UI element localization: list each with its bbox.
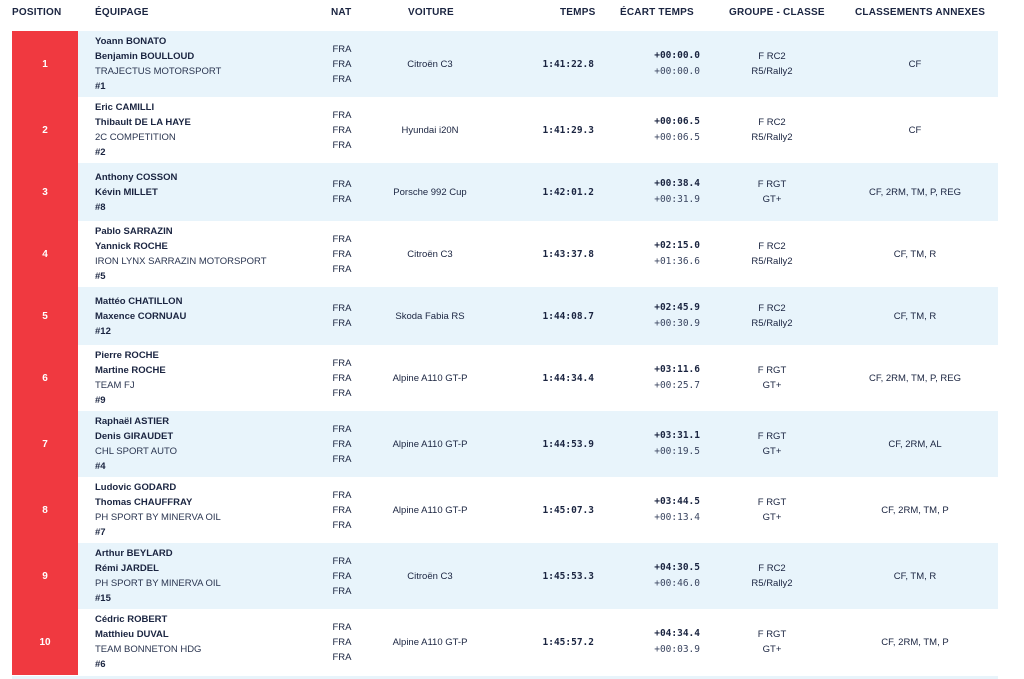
class: R5/Rally2 <box>751 578 793 589</box>
group: F RC2 <box>758 51 786 62</box>
position-badge: 6 <box>12 345 78 411</box>
nationality: FRA <box>332 636 352 648</box>
nationality: FRA <box>332 43 352 55</box>
driver-name[interactable]: Eric CAMILLI <box>95 102 155 113</box>
gap-to-leader: +00:00.0 <box>654 50 700 61</box>
crew-cell <box>95 221 267 287</box>
crew-cell <box>95 97 191 163</box>
total-time: 1:42:01.2 <box>542 186 594 198</box>
header-temps[interactable]: TEMPS <box>560 7 596 18</box>
group: F RC2 <box>758 241 786 252</box>
total-time: 1:44:34.4 <box>542 372 594 384</box>
class: R5/Rally2 <box>751 318 793 329</box>
group: F RGT <box>757 179 787 190</box>
nationality: FRA <box>332 555 352 567</box>
car-model: Hyundai i20N <box>401 124 459 136</box>
group-class-cell <box>722 287 822 345</box>
car-model: Alpine A110 GT-P <box>392 372 468 384</box>
nat-cell <box>322 97 362 163</box>
position-badge: 3 <box>12 163 78 221</box>
nationality: FRA <box>332 109 352 121</box>
class: GT+ <box>762 446 782 457</box>
driver-name[interactable]: Kévin MILLET <box>95 186 158 198</box>
driver-name[interactable]: Maxence CORNUAU <box>95 310 187 322</box>
table-row[interactable] <box>0 345 1024 411</box>
gap-cell <box>612 345 700 411</box>
nationality: FRA <box>332 621 352 633</box>
results-table <box>0 31 1024 675</box>
annex-classifications: CF, 2RM, TM, P <box>881 636 949 648</box>
team-name: TEAM BONNETON HDG <box>95 644 202 655</box>
nationality: FRA <box>332 489 352 501</box>
team-name: PH SPORT BY MINERVA OIL <box>95 512 221 523</box>
nationality: FRA <box>332 357 352 369</box>
driver-name[interactable]: Yannick ROCHE <box>95 241 168 252</box>
nationality: FRA <box>332 585 352 597</box>
team-name: CHL SPORT AUTO <box>95 446 178 457</box>
nationality: FRA <box>332 179 352 190</box>
nationality: FRA <box>332 194 352 205</box>
nationality: FRA <box>332 423 352 435</box>
gap-to-previous: +00:06.5 <box>654 132 700 143</box>
car-model: Skoda Fabia RS <box>395 310 465 322</box>
nationality: FRA <box>332 139 352 151</box>
group-class-cell <box>722 163 822 221</box>
driver-name[interactable]: Denis GIRAUDET <box>95 431 174 442</box>
total-time: 1:45:07.3 <box>542 504 594 516</box>
header-voiture[interactable]: VOITURE <box>408 7 454 18</box>
nationality: FRA <box>332 453 352 465</box>
driver-name[interactable]: Thibault DE LA HAYE <box>95 117 191 128</box>
driver-name[interactable]: Arthur BEYLARD <box>95 548 173 559</box>
annex-classifications: CF, TM, R <box>893 570 937 582</box>
car-number: #6 <box>95 659 106 670</box>
annex-classifications: CF, TM, R <box>893 310 937 322</box>
position-badge: 5 <box>12 287 78 345</box>
car-number: #1 <box>95 81 106 92</box>
group: F RC2 <box>758 117 786 128</box>
gap-to-leader: +03:11.6 <box>654 364 700 375</box>
annex-classifications: CF, 2RM, TM, P, REG <box>868 186 962 198</box>
gap-to-previous: +00:19.5 <box>654 446 700 457</box>
nationality: FRA <box>332 248 352 260</box>
total-time: 1:44:53.9 <box>542 438 594 450</box>
car-model: Citroën C3 <box>407 58 453 70</box>
gap-cell <box>612 221 700 287</box>
car-model: Alpine A110 GT-P <box>392 504 468 516</box>
gap-to-previous: +00:00.0 <box>654 66 700 77</box>
nat-cell <box>322 411 362 477</box>
gap-cell <box>612 163 700 221</box>
crew-cell <box>95 287 186 345</box>
nat-cell <box>322 31 362 97</box>
nationality: FRA <box>332 570 352 582</box>
team-name: TRAJECTUS MOTORSPORT <box>95 66 222 77</box>
header-ecart[interactable]: ÉCART TEMPS <box>620 7 694 18</box>
group-class-cell <box>722 97 822 163</box>
class: R5/Rally2 <box>751 132 793 143</box>
group-class-cell <box>722 221 822 287</box>
header-nat[interactable]: NAT <box>331 7 352 18</box>
nat-cell <box>322 477 362 543</box>
nationality: FRA <box>332 519 352 531</box>
gap-cell <box>612 31 700 97</box>
nationality: FRA <box>332 58 352 70</box>
table-row[interactable] <box>0 163 1024 221</box>
nat-cell <box>322 609 362 675</box>
group-class-cell <box>722 609 822 675</box>
car-model: Citroën C3 <box>407 570 453 582</box>
group: F RGT <box>757 629 787 640</box>
header-position[interactable]: POSITION <box>12 7 62 18</box>
nat-cell <box>322 345 362 411</box>
total-time: 1:45:57.2 <box>542 636 594 648</box>
gap-to-leader: +02:15.0 <box>654 240 700 251</box>
nationality: FRA <box>332 318 352 329</box>
nationality: FRA <box>332 263 352 275</box>
table-row[interactable] <box>0 287 1024 345</box>
crew-cell <box>95 609 201 675</box>
position-badge: 8 <box>12 477 78 543</box>
team-name: IRON LYNX SARRAZIN MOTORSPORT <box>95 256 267 267</box>
driver-name[interactable]: Raphaël ASTIER <box>95 416 170 427</box>
class: GT+ <box>762 512 782 523</box>
nat-cell <box>322 543 362 609</box>
crew-cell <box>95 477 221 543</box>
position-badge: 2 <box>12 97 78 163</box>
team-name: TEAM FJ <box>95 380 135 391</box>
group: F RC2 <box>758 563 786 574</box>
gap-to-previous: +01:36.6 <box>654 256 700 267</box>
annex-classifications: CF <box>908 124 922 136</box>
crew-cell <box>95 411 177 477</box>
crew-cell <box>95 163 177 221</box>
driver-name[interactable]: Thomas CHAUFFRAY <box>95 497 193 508</box>
driver-name[interactable]: Pablo SARRAZIN <box>95 226 173 237</box>
group-class-cell <box>722 543 822 609</box>
driver-name[interactable]: Cédric ROBERT <box>95 614 168 625</box>
driver-name[interactable]: Rémi JARDEL <box>95 563 159 574</box>
total-time: 1:43:37.8 <box>542 248 594 260</box>
car-number: #8 <box>95 201 106 213</box>
header-equipage[interactable]: ÉQUIPAGE <box>95 7 149 18</box>
group: F RC2 <box>758 303 786 314</box>
table-row[interactable] <box>0 477 1024 543</box>
driver-name[interactable]: Mattéo CHATILLON <box>95 295 183 307</box>
driver-name[interactable]: Martine ROCHE <box>95 365 166 376</box>
nationality: FRA <box>332 124 352 136</box>
annex-classifications: CF <box>908 58 922 70</box>
gap-to-leader: +02:45.9 <box>654 302 700 313</box>
gap-to-leader: +03:44.5 <box>654 496 700 507</box>
group-class-cell <box>722 345 822 411</box>
header-groupe[interactable]: GROUPE - CLASSE <box>729 7 825 18</box>
nationality: FRA <box>332 73 352 85</box>
gap-to-leader: +04:34.4 <box>654 628 700 639</box>
total-time: 1:44:08.7 <box>542 310 594 322</box>
nat-cell <box>322 221 362 287</box>
car-number: #9 <box>95 395 106 406</box>
gap-cell <box>612 411 700 477</box>
crew-cell <box>95 543 221 609</box>
nationality: FRA <box>332 372 352 384</box>
gap-to-leader: +04:30.5 <box>654 562 700 573</box>
car-number: #4 <box>95 461 106 472</box>
gap-to-previous: +00:30.9 <box>654 318 700 329</box>
car-number: #12 <box>95 325 111 337</box>
car-number: #7 <box>95 527 106 538</box>
group: F RGT <box>757 431 787 442</box>
car-model: Citroën C3 <box>407 248 453 260</box>
driver-name[interactable]: Benjamin BOULLOUD <box>95 51 195 62</box>
gap-cell <box>612 477 700 543</box>
driver-name[interactable]: Pierre ROCHE <box>95 350 159 361</box>
group-class-cell <box>722 31 822 97</box>
driver-name[interactable]: Matthieu DUVAL <box>95 629 169 640</box>
group: F RGT <box>757 497 787 508</box>
total-time: 1:45:53.3 <box>542 570 594 582</box>
gap-to-previous: +00:46.0 <box>654 578 700 589</box>
class: R5/Rally2 <box>751 66 793 77</box>
nationality: FRA <box>332 233 352 245</box>
car-number: #5 <box>95 271 106 282</box>
table-row[interactable] <box>0 411 1024 477</box>
driver-name[interactable]: Ludovic GODARD <box>95 482 177 493</box>
gap-to-leader: +00:06.5 <box>654 116 700 127</box>
gap-cell <box>612 287 700 345</box>
annex-classifications: CF, TM, R <box>893 248 937 260</box>
car-number: #2 <box>95 147 106 158</box>
position-badge: 4 <box>12 221 78 287</box>
crew-cell <box>95 31 221 97</box>
driver-name[interactable]: Anthony COSSON <box>95 171 178 183</box>
annex-classifications: CF, 2RM, TM, P <box>881 504 949 516</box>
group: F RGT <box>757 365 787 376</box>
class: GT+ <box>762 644 782 655</box>
crew-cell <box>95 345 166 411</box>
nationality: FRA <box>332 303 352 314</box>
team-name: 2C COMPETITION <box>95 132 176 143</box>
table-row[interactable] <box>0 97 1024 163</box>
car-number: #15 <box>95 593 111 604</box>
total-time: 1:41:29.3 <box>542 124 594 136</box>
nat-cell <box>322 287 362 345</box>
gap-to-previous: +00:03.9 <box>654 644 700 655</box>
gap-cell <box>612 609 700 675</box>
table-row[interactable] <box>0 221 1024 287</box>
group-class-cell <box>722 411 822 477</box>
gap-to-previous: +00:13.4 <box>654 512 700 523</box>
annex-classifications: CF, 2RM, AL <box>888 438 942 450</box>
table-row[interactable] <box>0 31 1024 97</box>
car-model: Porsche 992 Cup <box>393 186 467 198</box>
car-model: Alpine A110 GT-P <box>392 636 468 648</box>
gap-cell <box>612 97 700 163</box>
gap-to-previous: +00:31.9 <box>654 194 700 205</box>
class: R5/Rally2 <box>751 256 793 267</box>
driver-name[interactable]: Yoann BONATO <box>95 36 167 47</box>
position-badge: 1 <box>12 31 78 97</box>
nat-cell <box>322 163 362 221</box>
team-name: PH SPORT BY MINERVA OIL <box>95 578 221 589</box>
annex-classifications: CF, 2RM, TM, P, REG <box>868 372 962 384</box>
position-badge: 7 <box>12 411 78 477</box>
nationality: FRA <box>332 438 352 450</box>
table-row[interactable] <box>0 609 1024 675</box>
car-model: Alpine A110 GT-P <box>392 438 468 450</box>
gap-to-leader: +03:31.1 <box>654 430 700 441</box>
table-header <box>0 0 1024 26</box>
group-class-cell <box>722 477 822 543</box>
gap-cell <box>612 543 700 609</box>
class: GT+ <box>762 194 782 205</box>
position-badge: 10 <box>12 609 78 675</box>
nationality: FRA <box>332 504 352 516</box>
nationality: FRA <box>332 387 352 399</box>
position-badge: 9 <box>12 543 78 609</box>
class: GT+ <box>762 380 782 391</box>
gap-to-leader: +00:38.4 <box>654 178 700 189</box>
header-annexes[interactable]: CLASSEMENTS ANNEXES <box>855 7 986 18</box>
table-row[interactable] <box>0 543 1024 609</box>
gap-to-previous: +00:25.7 <box>654 380 700 391</box>
total-time: 1:41:22.8 <box>542 58 594 70</box>
nationality: FRA <box>332 651 352 663</box>
